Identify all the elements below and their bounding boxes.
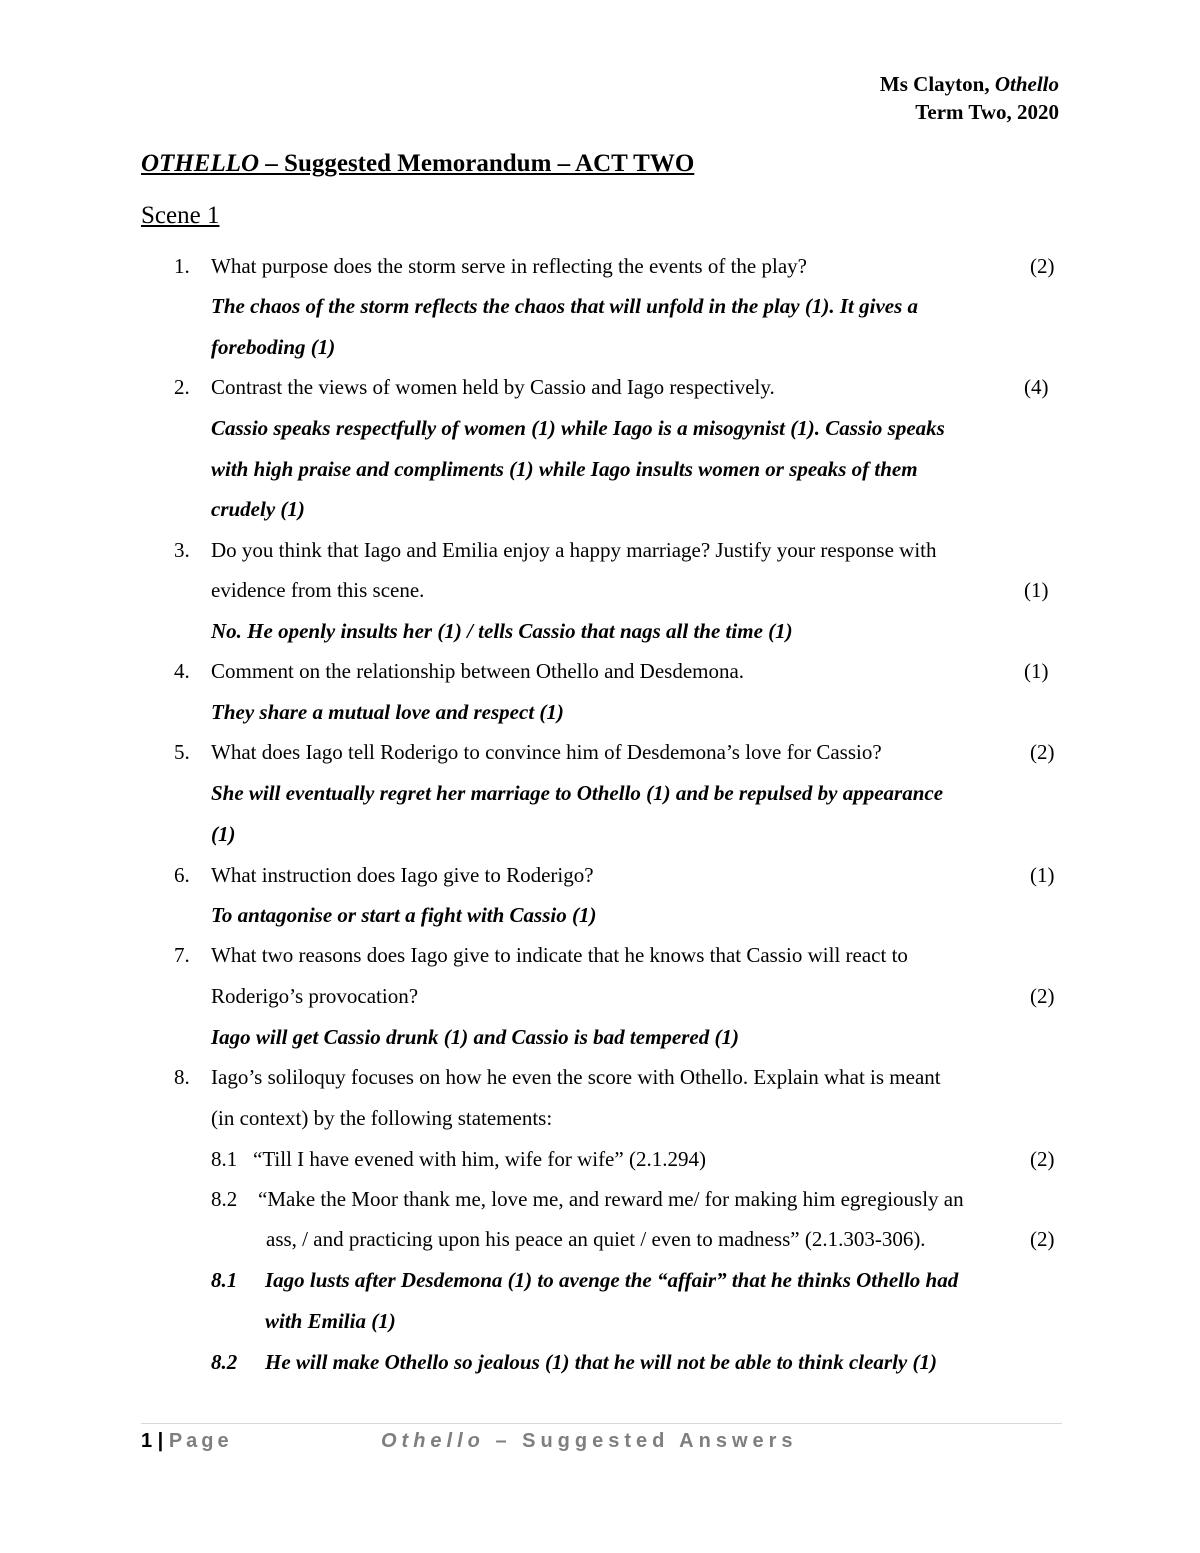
question-marks: (2) — [1030, 740, 1055, 764]
question-text: Iago’s soliloquy focuses on how he even the score with Othello. Explain what is meant — [211, 1065, 941, 1089]
footer-divider — [141, 1423, 1062, 1424]
question-text: What does Iago tell Roderigo to convince him of Desdemona’s love for Cassio? — [211, 740, 882, 764]
footer-page-number: 1 — [141, 1430, 153, 1452]
scene-heading: Scene 1 — [141, 202, 220, 229]
question-marks: (1) — [1024, 659, 1049, 683]
question-number: 4. — [174, 659, 190, 683]
answer-line: Iago will get Cassio drunk (1) and Cassio is bad tempered (1) — [211, 1025, 739, 1049]
footer-title-rest: – Suggested Answers — [484, 1430, 798, 1452]
title-rest: – Suggested Memorandum – ACT TWO — [259, 150, 695, 177]
question-text: What purpose does the storm serve in reflecting the events of the play? — [211, 254, 807, 278]
page-footer — [141, 1430, 798, 1453]
question-marks: (2) — [1030, 984, 1055, 1008]
question-text: evidence from this scene. — [211, 578, 425, 602]
title-play-name: OTHELLO — [141, 150, 260, 177]
answer-line: with high praise and compliments (1) while Iago insults women or speaks of them — [211, 457, 918, 481]
question-marks: (1) — [1024, 578, 1049, 602]
page-title — [141, 150, 694, 178]
answer-line: with Emilia (1) — [265, 1309, 396, 1333]
question-text: What two reasons does Iago give to indicate that he knows that Cassio will react to — [211, 943, 908, 967]
question-text: Comment on the relationship between Othello and Desdemona. — [211, 659, 745, 683]
answer-line: Iago lusts after Desdemona (1) to avenge the “affair” that he thinks Othello had — [265, 1268, 959, 1292]
question-marks: (2) — [1030, 254, 1055, 278]
subanswer-number: 8.2 — [211, 1350, 238, 1374]
document-header — [880, 70, 1059, 126]
question-marks: (4) — [1024, 375, 1049, 399]
question-marks: (2) — [1030, 1227, 1055, 1251]
subquestion-number: 8.2 — [211, 1187, 238, 1211]
question-number: 3. — [174, 538, 190, 562]
question-number: 1. — [174, 254, 190, 278]
answer-line: (1) — [211, 822, 236, 846]
question-number: 6. — [174, 863, 190, 887]
question-text: What instruction does Iago give to Roderigo? — [211, 863, 594, 887]
question-text: Do you think that Iago and Emilia enjoy a happy marriage? Justify your response with — [211, 538, 937, 562]
question-number: 8. — [174, 1065, 190, 1089]
subquestion-text: ass, / and practicing upon his peace an quiet / even to madness” (2.1.303-306). — [266, 1227, 926, 1251]
question-number: 7. — [174, 943, 190, 967]
question-text: (in context) by the following statements: — [211, 1106, 553, 1130]
subquestion-text: “Make the Moor thank me, love me, and reward me/ for making him egregiously an — [258, 1187, 964, 1211]
footer-title — [381, 1430, 798, 1453]
footer-separator: | — [152, 1430, 169, 1452]
header-play-title: Othello — [994, 72, 1059, 96]
subquestion-number: 8.1 — [211, 1147, 238, 1171]
header-author: Ms Clayton, — [879, 72, 995, 96]
answer-line: He will make Othello so jealous (1) that he will not be able to think clearly (1) — [265, 1350, 937, 1374]
footer-title-play: Othello — [381, 1430, 485, 1452]
answer-line: No. He openly insults her (1) / tells Cassio that nags all the time (1) — [211, 619, 793, 643]
question-text: Contrast the views of women held by Cassio and Iago respectively. — [211, 375, 775, 399]
answer-line: crudely (1) — [211, 497, 305, 521]
answer-line: The chaos of the storm reflects the chaos that will unfold in the play (1). It gives a — [211, 294, 919, 318]
subanswer-number: 8.1 — [211, 1268, 238, 1292]
question-text: Roderigo’s provocation? — [211, 984, 419, 1008]
question-number: 5. — [174, 740, 190, 764]
answer-line: foreboding (1) — [211, 335, 336, 359]
answer-line: Cassio speaks respectfully of women (1) while Iago is a misogynist (1). Cassio speaks — [211, 416, 945, 440]
answer-line: They share a mutual love and respect (1) — [211, 700, 564, 724]
answer-line: To antagonise or start a fight with Cassio (1) — [211, 903, 597, 927]
answer-line: She will eventually regret her marriage to Othello (1) and be repulsed by appearance — [211, 781, 944, 805]
header-term: Term Two, 2020 — [915, 100, 1059, 124]
question-marks: (1) — [1030, 863, 1055, 887]
subquestion-text: “Till I have evened with him, wife for wife” (2.1.294) — [253, 1147, 706, 1171]
footer-page-label: Page — [168, 1430, 233, 1452]
question-number: 2. — [174, 375, 190, 399]
question-marks: (2) — [1030, 1147, 1055, 1171]
